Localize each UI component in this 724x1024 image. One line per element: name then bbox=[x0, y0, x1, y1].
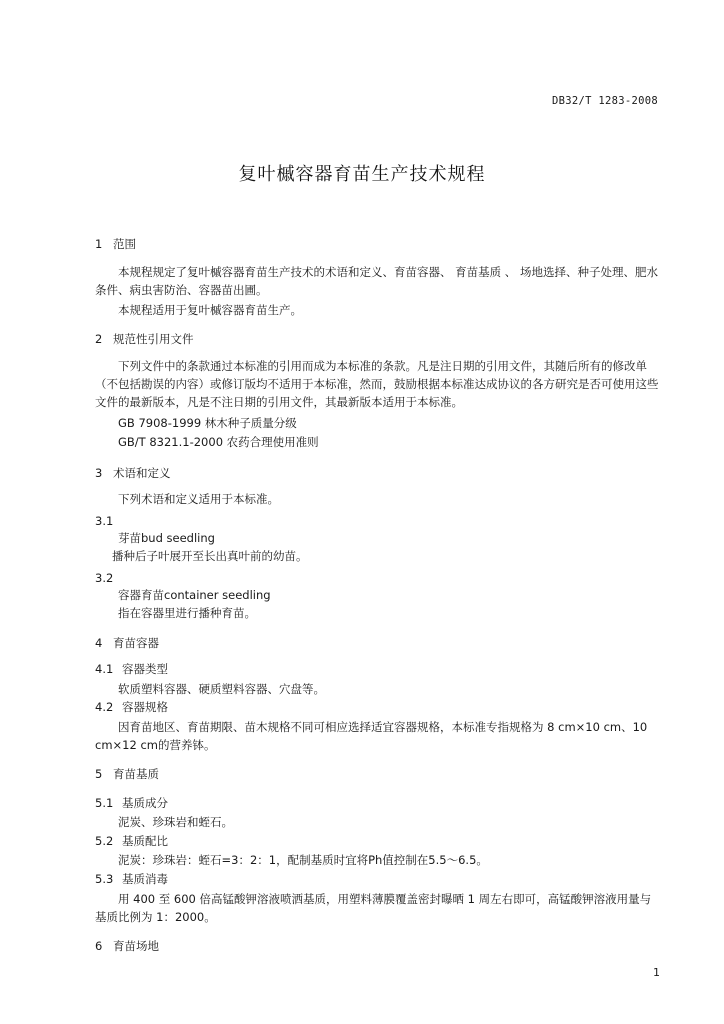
section-1-paragraph-2 bbox=[95, 301, 660, 319]
section-4-heading bbox=[95, 635, 159, 652]
section-1-paragraph-1 bbox=[95, 263, 660, 299]
section-6-heading bbox=[95, 938, 159, 955]
subsection-5-3-text bbox=[95, 890, 660, 926]
paragraph-text: 本规程规定了复叶槭容器育苗生产技术的术语和定义、育苗容器、 育苗基质 、 场地选择、种子处理、肥水条件、病虫害防治、容器苗出圃。 bbox=[95, 265, 658, 297]
term-2-name: 容器育苗container seedling bbox=[118, 588, 271, 602]
subsection-number: 5.2 bbox=[95, 834, 114, 848]
section-title: 术语和定义 bbox=[113, 466, 171, 480]
page-number: 1 bbox=[653, 966, 660, 979]
paragraph-text: 因育苗地区、育苗期限、苗木规格不同可相应选择适宜容器规格，本标准专指规格为 8 cm×10 cm、10 cm×12 cm的营养钵。 bbox=[95, 720, 648, 752]
subsection-title: 基质成分 bbox=[122, 796, 168, 810]
subsection-title: 基质配比 bbox=[122, 834, 168, 848]
paragraph-text: 用 400 至 600 倍高锰酸钾溶液喷洒基质，用塑料薄膜覆盖密封曝晒 1 周左右即可，高锰酸钾溶液用量与基质比例为 1：2000。 bbox=[95, 892, 652, 924]
document-title: 复叶槭容器育苗生产技术规程 bbox=[238, 164, 486, 185]
subsection-4-1-heading bbox=[95, 661, 168, 678]
subsection-5-2-heading bbox=[95, 833, 168, 850]
section-2-paragraph-1 bbox=[95, 357, 660, 411]
section-number: 5 bbox=[95, 767, 103, 781]
section-3-intro: 下列术语和定义适用于本标准。 bbox=[118, 492, 279, 506]
subsection-5-2-text: 泥炭：珍珠岩：蛭石=3：2：1，配制基质时宜将Ph值控制在5.5～6.5。 bbox=[118, 853, 488, 867]
section-1-heading bbox=[95, 236, 136, 253]
section-2-heading bbox=[95, 331, 194, 348]
section-number: 4 bbox=[95, 636, 103, 650]
term-2-number: 3.2 bbox=[95, 571, 114, 585]
section-5-heading bbox=[95, 766, 159, 783]
subsection-number: 4.2 bbox=[95, 700, 114, 714]
section-title: 育苗基质 bbox=[113, 767, 159, 781]
section-title: 范围 bbox=[113, 237, 136, 251]
term-2-definition: 指在容器里进行播种育苗。 bbox=[118, 606, 256, 620]
subsection-4-2-heading bbox=[95, 699, 168, 716]
subsection-title: 基质消毒 bbox=[122, 872, 168, 886]
subsection-title: 容器类型 bbox=[122, 662, 168, 676]
section-title: 规范性引用文件 bbox=[113, 332, 194, 346]
subsection-5-1-heading bbox=[95, 795, 168, 812]
subsection-title: 容器规格 bbox=[122, 700, 168, 714]
section-number: 1 bbox=[95, 237, 103, 251]
section-title: 育苗场地 bbox=[113, 939, 159, 953]
subsection-number: 5.3 bbox=[95, 872, 114, 886]
subsection-4-2-text bbox=[95, 718, 660, 754]
subsection-5-1-text: 泥炭、珍珠岩和蛭石。 bbox=[118, 815, 233, 829]
paragraph-text: 下列文件中的条款通过本标准的引用而成为本标准的条款。凡是注日期的引用文件，其随后所有的修改单（不包括勘误的内容）或修订版均不适用于本标准，然而，鼓励根据本标准达成协议的各方研究是否可使用这些文件的最新版本，凡是不注日期的引用文件，其最新版本适用于本标准。 bbox=[95, 359, 659, 409]
subsection-number: 5.1 bbox=[95, 796, 114, 810]
section-number: 6 bbox=[95, 939, 103, 953]
section-number: 3 bbox=[95, 466, 103, 480]
document-code: DB32/T 1283-2008 bbox=[552, 95, 658, 107]
subsection-4-1-text: 软质塑料容器、硬质塑料容器、穴盘等。 bbox=[118, 682, 325, 696]
section-3-heading bbox=[95, 465, 171, 482]
term-1-name: 芽苗bud seedling bbox=[118, 531, 215, 545]
subsection-5-3-heading bbox=[95, 871, 168, 888]
paragraph-text: 本规程适用于复叶槭容器育苗生产。 bbox=[118, 303, 302, 317]
term-1-definition: 播种后子叶展开至长出真叶前的幼苗。 bbox=[112, 549, 308, 563]
section-number: 2 bbox=[95, 332, 103, 346]
term-1-number: 3.1 bbox=[95, 514, 114, 528]
subsection-number: 4.1 bbox=[95, 662, 114, 676]
section-title: 育苗容器 bbox=[113, 636, 159, 650]
reference-1: GB 7908-1999 林木种子质量分级 bbox=[118, 416, 297, 430]
reference-2: GB/T 8321.1-2000 农药合理使用准则 bbox=[118, 435, 319, 449]
